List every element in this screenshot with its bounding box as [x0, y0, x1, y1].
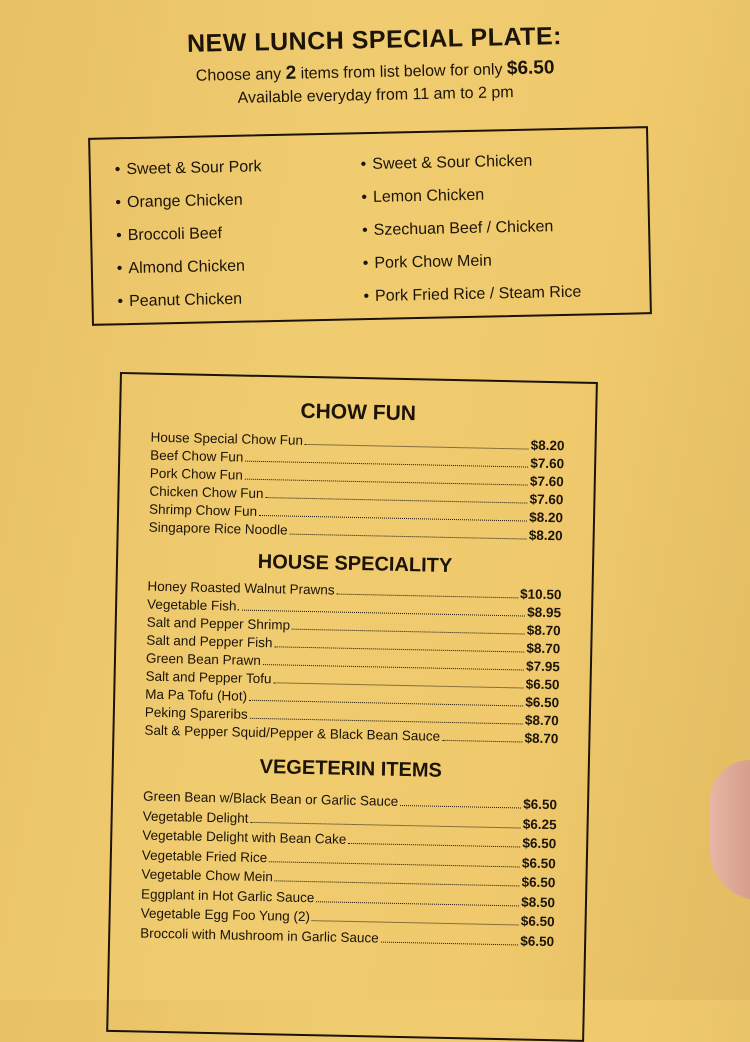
menu-item-name: Salt and Pepper Shrimp: [146, 614, 291, 633]
dot-leader: [316, 890, 519, 906]
dot-leader: [348, 832, 520, 848]
menu-item-price: $8.20: [530, 437, 565, 454]
menu-item-name: Salt and Pepper Fish: [146, 632, 273, 651]
dot-leader: [269, 850, 520, 867]
menu-item-price: $6.50: [521, 855, 556, 871]
menu-item-name: Vegetable Fish.: [146, 596, 241, 614]
list-item: • Pork Chow Mein: [362, 243, 581, 281]
lunch-items-left-column: [114, 150, 264, 318]
lunch-special-items-box: [88, 126, 652, 326]
menu-item-price: $8.50: [521, 894, 556, 910]
lunch-items-right-column: [360, 144, 581, 314]
dot-leader: [400, 794, 521, 809]
menu-item-price: $6.50: [525, 694, 560, 711]
menu-item-price: $6.50: [521, 874, 556, 891]
list-item: • Szechuan Beef / Chicken: [362, 210, 581, 248]
list-item: • Broccoli Beef: [116, 216, 263, 252]
menu-item-name: Shrimp Chow Fun: [148, 501, 258, 519]
dot-leader: [442, 729, 523, 743]
menu-item-name: Salt and Pepper Tofu: [145, 668, 272, 687]
menu-item-name: Vegetable Egg Foo Yung (2): [140, 905, 311, 925]
menu-item-price: $8.70: [526, 640, 561, 657]
offer-text-mid: items from list below for only: [300, 61, 503, 83]
menu-item-price: $8.70: [524, 730, 559, 747]
menu-item-price: $7.60: [529, 473, 564, 490]
menu-item-price: $8.70: [526, 622, 561, 639]
menu-item-price: $6.50: [520, 913, 555, 930]
menu-item-price: $8.20: [529, 509, 564, 526]
list-item: • Sweet & Sour Chicken: [360, 144, 579, 182]
dot-leader: [292, 618, 525, 635]
menu-item-name: Ma Pa Tofu (Hot): [145, 686, 248, 704]
dot-leader: [305, 433, 529, 450]
finger-photo: [710, 760, 750, 900]
lunch-special-title: NEW LUNCH SPECIAL PLATE:: [186, 22, 563, 58]
menu-item-price: $8.95: [527, 604, 562, 621]
menu-item-name: Vegetable Fried Rice: [141, 847, 268, 865]
menu-item-name: Beef Chow Fun: [150, 447, 244, 465]
offer-count: 2: [285, 62, 297, 84]
menu-item-price: $6.50: [525, 676, 560, 693]
lunch-special-header: [149, 21, 601, 109]
menu-item-price: $7.60: [529, 491, 564, 508]
menu-item-price: $6.50: [520, 933, 555, 949]
menu-item-name: Peking Spareribs: [144, 704, 248, 722]
dot-leader: [336, 583, 518, 599]
menu-item-price: $6.50: [522, 835, 557, 852]
menu-item-price: $7.95: [525, 658, 561, 675]
list-item: • Sweet & Sour Pork: [114, 150, 261, 186]
menu-item-price: $10.50: [519, 586, 562, 603]
dot-leader: [289, 523, 527, 540]
menu-item-price: $6.25: [522, 816, 557, 832]
dot-leader: [273, 671, 524, 688]
dot-leader: [381, 930, 519, 945]
lunch-special-hours: Available everyday from 11 am to 2 pm: [237, 84, 514, 107]
list-item: • Lemon Chicken: [361, 177, 580, 215]
dot-leader: [312, 909, 519, 925]
menu-item-name: Honey Roasted Walnut Prawns: [147, 578, 335, 598]
menu-item-name: Eggplant in Hot Garlic Sauce: [140, 886, 315, 905]
menu-item-name: Vegetable Delight: [142, 808, 249, 826]
offer-price: $6.50: [506, 57, 555, 80]
menu-item-name: Green Bean w/Black Bean or Garlic Sauce: [142, 788, 399, 809]
section-title-vegetarian: VEGETERIN ITEMS: [259, 756, 443, 782]
menu-item-name: Salt & Pepper Squid/Pepper & Black Bean Sauce: [144, 722, 441, 744]
menu-item-price: $7.60: [530, 455, 565, 472]
section-title-chow-fun: CHOW FUN: [300, 399, 417, 426]
menu-item-name: Chicken Chow Fun: [149, 483, 264, 502]
menu-list-house-speciality: [144, 578, 561, 749]
dot-leader: [275, 869, 520, 886]
menu-item-name: Singapore Rice Noodle: [148, 519, 288, 538]
menu-item-name: Broccoli with Mushroom in Garlic Sauce: [140, 925, 379, 946]
dot-leader: [250, 810, 521, 828]
menu-item-price: $8.20: [528, 527, 563, 544]
dot-leader: [274, 635, 524, 652]
list-item: • Peanut Chicken: [117, 282, 264, 318]
menu-list-vegetarian: [140, 787, 557, 952]
section-title-house-speciality: HOUSE SPECIALITY: [257, 550, 453, 577]
menu-item-name: Pork Chow Fun: [149, 465, 244, 483]
list-item: • Orange Chicken: [115, 183, 262, 219]
menu-item-name: Vegetable Delight with Bean Cake: [142, 827, 347, 847]
list-item: • Pork Fried Rice / Steam Rice: [363, 276, 582, 314]
menu-item-price: $6.50: [523, 796, 558, 813]
menu-item-name: Vegetable Chow Mein: [141, 866, 273, 885]
menu-item-name: Green Bean Prawn: [145, 650, 261, 669]
list-item: • Almond Chicken: [116, 249, 263, 285]
menu-box: [106, 372, 598, 1042]
menu-item-name: House Special Chow Fun: [150, 429, 304, 448]
menu-list-chow-fun: [149, 429, 565, 546]
offer-text-pre: Choose any: [195, 65, 282, 85]
menu-item-price: $8.70: [524, 712, 559, 729]
